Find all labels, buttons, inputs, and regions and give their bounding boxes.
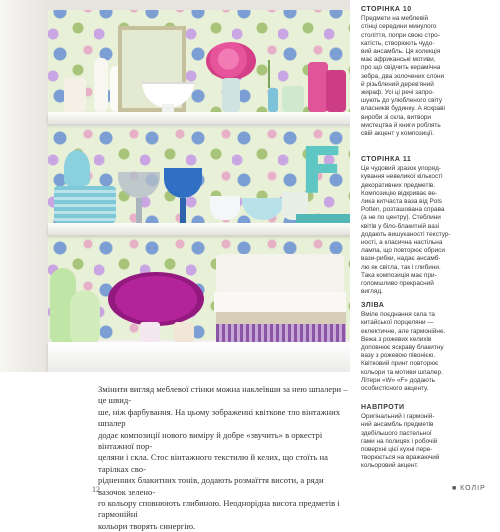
- plate-stack: [54, 186, 116, 223]
- flower-stem: [268, 60, 270, 88]
- cabinet-top: [48, 0, 350, 10]
- letter-f-decor: F: [300, 135, 344, 209]
- section-name: ■ КОЛІР: [452, 485, 486, 492]
- caption-block: [361, 302, 495, 393]
- blue-goblet-stem: [180, 198, 186, 223]
- blue-bottle: [268, 88, 278, 112]
- candle-holder: [140, 322, 160, 342]
- shelf-photo: [0, 0, 350, 372]
- caption-heading: ЗЛІВА: [361, 302, 385, 309]
- sidebar-captions: [361, 6, 495, 470]
- caption-text: Предмети на меблевій стінці середини минулого століття, попри свою стро- катість, створюють чудо- вий ансамбль. Ця колекція має африканські мотиви, про що свідчить керамічна зебра, два золочених слони й різьблений дерев'яний жираф. Усі ці речі запро- шують до улюбленого світу власників будинку. А яскраві вироби зі скла, витвори мистецтва й книги роблять свій акцент у композиції.: [361, 15, 445, 138]
- bowl-stand: [162, 104, 174, 112]
- linen-beige: [216, 312, 346, 324]
- caption-heading: НАВПРОТИ: [361, 404, 405, 411]
- white-mug: [64, 78, 86, 112]
- teal-book: [296, 214, 350, 223]
- purple-platter: [108, 272, 204, 326]
- caption-text: Вміле поєднання скла та китайської порцеляни — eклектичне, але гармонійне. Вежа з рожевих келихів доповнює яскраву блакитну вазу з рожевою півонією. Квітковий принт повторює кольори та мотиви шпалер. Літери «W» «F» додають особистісного акценту.: [361, 311, 446, 393]
- white-cup: [210, 196, 240, 220]
- linen-stack: [216, 254, 344, 294]
- linen-purple: [216, 324, 346, 342]
- blue-glass-vase: [64, 150, 90, 186]
- green-vase-2: [70, 290, 100, 348]
- caption-block: [361, 156, 495, 296]
- pink-jar-2: [326, 70, 346, 112]
- caption-text: Це чудовий зразок упоряд- кування невеликої кількості декоративних предметів. Композицію відкриває ве- лика китчаста ваза від Pols Potten, розташована справа (а не по центру). Стеблини квітів у біло-блакитній вазі додають вишуканості текстур- ності, а класична настільна лампа, що повторює обриси вази-рибки, надає ансамб- лю як світла, так і глибини. Така композиція має при- голомшливо прекрасний вигляд.: [361, 165, 451, 296]
- page-number: 12: [92, 485, 100, 494]
- candle-holder-2: [174, 322, 194, 342]
- shelf-3: [48, 342, 350, 372]
- main-caption: Змінити вигляд меблевої стінки можна наклеївши за нею шпалери – це швид- ше, ніж фарбування. На цьому зображенні квіткове тло вінтажних шпалер додає композиції нового виміру й добре «звучить» в оркестрі вінтажної пор- целяни і скла. Стос вінтажного текстилю й келих, що стоїть на тарілках сво- рідненних блакитних тонів, додають розмаїття висоти, а ряди вазочок зелено- го кольору сповнюють глибиною. Неоднорідна висота предметів і гармонійні кольори творять синергію.: [98, 384, 348, 531]
- shelf-1: [48, 112, 350, 124]
- flower-vase: [222, 78, 240, 112]
- caption-heading: СТОРІНКА 11: [361, 156, 412, 163]
- caption-heading: СТОРІНКА 10: [361, 6, 412, 13]
- pink-jar: [308, 62, 328, 112]
- caption-text: Оригінальний і гармоній- ний ансамбль предметів здебільшого пастельної гами на полицях і робочій поверхні цієї кухні пере- творюється на вражаючий кольоровий акцент.: [361, 413, 440, 470]
- pink-peony: [206, 42, 256, 80]
- white-vase: [94, 58, 108, 112]
- green-jar: [282, 86, 304, 112]
- caption-block: [361, 404, 495, 471]
- cabinet-side: [0, 0, 50, 372]
- shelf-2: [48, 223, 350, 235]
- caption-block: [361, 6, 495, 138]
- linen-fold: [214, 292, 346, 312]
- clear-goblet-stem: [136, 198, 142, 223]
